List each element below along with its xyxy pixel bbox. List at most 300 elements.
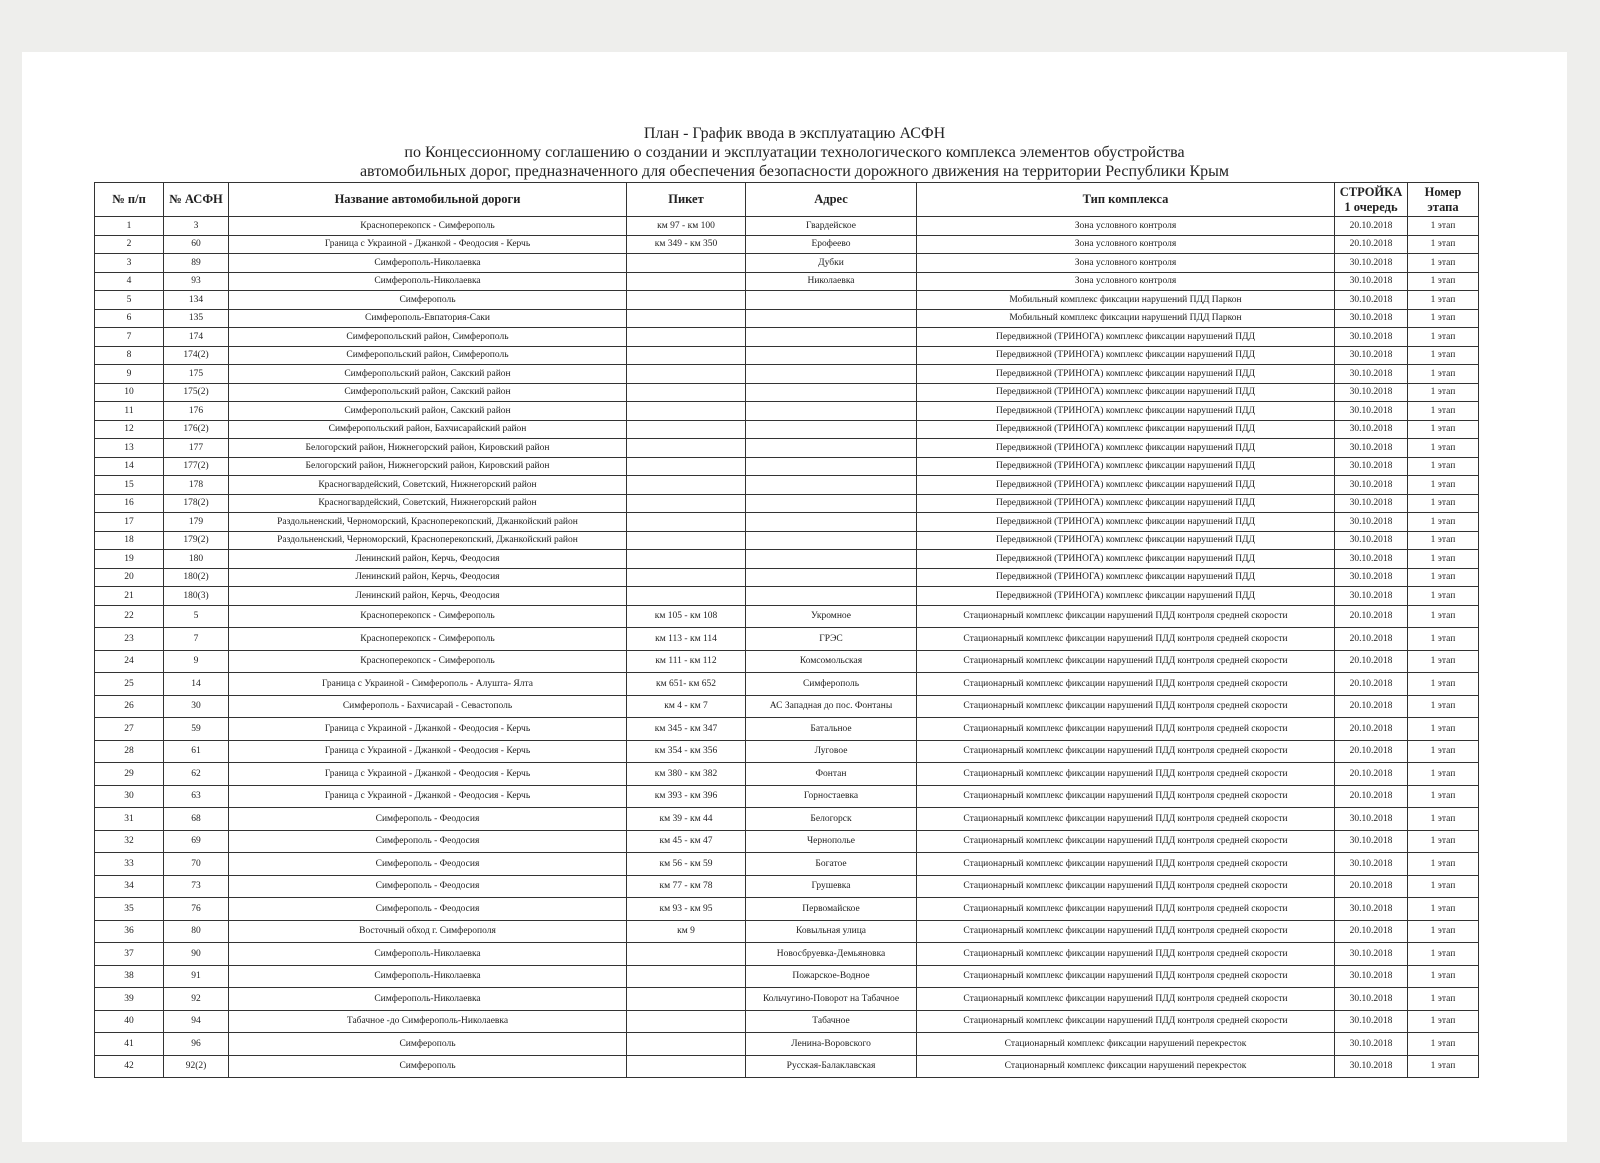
cell-picket	[627, 1033, 746, 1056]
cell-asfn: 7	[164, 628, 229, 651]
cell-address: Кольчугино-Поворот на Табачное	[746, 988, 917, 1011]
cell-road: Симферополь-Евпатория-Саки	[229, 309, 627, 328]
table-row	[95, 920, 1479, 943]
cell-date: 20.10.2018	[1335, 217, 1408, 236]
cell-asfn: 93	[164, 272, 229, 291]
cell-num: 24	[95, 650, 164, 673]
cell-date: 30.10.2018	[1335, 853, 1408, 876]
cell-asfn: 175	[164, 365, 229, 384]
cell-road: Симферополь - Бахчисарай - Севастополь	[229, 695, 627, 718]
cell-picket	[627, 439, 746, 458]
cell-num: 32	[95, 830, 164, 853]
cell-stage: 1 этап	[1408, 420, 1479, 439]
cell-address	[746, 365, 917, 384]
cell-type: Передвижной (ТРИНОГА) комплекс фиксации нарушений ПДД	[917, 439, 1335, 458]
cell-address: Грушевка	[746, 875, 917, 898]
cell-address	[746, 513, 917, 532]
cell-picket: км 113 - км 114	[627, 628, 746, 651]
cell-road: Симферополь	[229, 291, 627, 310]
cell-date: 20.10.2018	[1335, 740, 1408, 763]
cell-address: Ковыльная улица	[746, 920, 917, 943]
cell-type: Передвижной (ТРИНОГА) комплекс фиксации нарушений ПДД	[917, 457, 1335, 476]
table-row	[95, 494, 1479, 513]
cell-num: 35	[95, 898, 164, 921]
table-row	[95, 628, 1479, 651]
cell-date: 20.10.2018	[1335, 763, 1408, 786]
cell-stage: 1 этап	[1408, 235, 1479, 254]
cell-road: Симферополь - Феодосия	[229, 830, 627, 853]
cell-address	[746, 402, 917, 421]
cell-asfn: 5	[164, 605, 229, 628]
title-line-3: автомобильных дорог, предназначенного для обеспечения безопасности дорожного движения на территории Республики Крым	[359, 163, 1230, 180]
cell-type: Мобильный комплекс фиксации нарушений ПДД Паркон	[917, 291, 1335, 310]
cell-asfn: 30	[164, 695, 229, 718]
cell-asfn: 14	[164, 673, 229, 696]
cell-type: Мобильный комплекс фиксации нарушений ПДД Паркон	[917, 309, 1335, 328]
table-row	[95, 673, 1479, 696]
cell-address: Русская-Балаклавская	[746, 1055, 917, 1078]
table-header-row	[95, 183, 1479, 217]
cell-num: 29	[95, 763, 164, 786]
cell-picket: км 345 - км 347	[627, 718, 746, 741]
cell-picket: км 39 - км 44	[627, 808, 746, 831]
cell-stage: 1 этап	[1408, 1010, 1479, 1033]
cell-num: 28	[95, 740, 164, 763]
table-row	[95, 695, 1479, 718]
table-row	[95, 550, 1479, 569]
cell-asfn: 180(2)	[164, 568, 229, 587]
cell-num: 8	[95, 346, 164, 365]
cell-road: Симферополь-Николаевка	[229, 254, 627, 273]
cell-picket: км 354 - км 356	[627, 740, 746, 763]
table-row	[95, 476, 1479, 495]
cell-stage: 1 этап	[1408, 718, 1479, 741]
cell-date: 30.10.2018	[1335, 1055, 1408, 1078]
cell-asfn: 76	[164, 898, 229, 921]
cell-type: Стационарный комплекс фиксации нарушений ПДД контроля средней скорости	[917, 695, 1335, 718]
cell-type: Передвижной (ТРИНОГА) комплекс фиксации нарушений ПДД	[917, 420, 1335, 439]
cell-date: 30.10.2018	[1335, 309, 1408, 328]
cell-type: Стационарный комплекс фиксации нарушений ПДД контроля средней скорости	[917, 988, 1335, 1011]
table-row	[95, 272, 1479, 291]
cell-type: Зона условного контроля	[917, 235, 1335, 254]
table-row	[95, 513, 1479, 532]
cell-type: Стационарный комплекс фиксации нарушений перекресток	[917, 1055, 1335, 1078]
cell-picket: км 56 - км 59	[627, 853, 746, 876]
cell-type: Передвижной (ТРИНОГА) комплекс фиксации нарушений ПДД	[917, 402, 1335, 421]
table-row	[95, 457, 1479, 476]
cell-address	[746, 291, 917, 310]
cell-picket: км 93 - км 95	[627, 898, 746, 921]
header-stroika-line-2: 1 очередь	[1344, 199, 1398, 214]
cell-picket: км 77 - км 78	[627, 875, 746, 898]
cell-road: Ленинский район, Керчь, Феодосия	[229, 587, 627, 606]
cell-asfn: 61	[164, 740, 229, 763]
cell-stage: 1 этап	[1408, 217, 1479, 236]
cell-stage: 1 этап	[1408, 476, 1479, 495]
cell-date: 30.10.2018	[1335, 808, 1408, 831]
cell-address: Табачное	[746, 1010, 917, 1033]
cell-type: Стационарный комплекс фиксации нарушений ПДД контроля средней скорости	[917, 853, 1335, 876]
cell-stage: 1 этап	[1408, 650, 1479, 673]
cell-type: Стационарный комплекс фиксации нарушений ПДД контроля средней скорости	[917, 830, 1335, 853]
cell-picket	[627, 420, 746, 439]
cell-picket	[627, 943, 746, 966]
cell-address: Симферополь	[746, 673, 917, 696]
cell-road: Раздольненский, Черноморский, Красноперекопский, Джанкойский район	[229, 531, 627, 550]
cell-stage: 1 этап	[1408, 513, 1479, 532]
table-row	[95, 605, 1479, 628]
header-type: Тип комплекса	[917, 183, 1335, 217]
cell-date: 30.10.2018	[1335, 988, 1408, 1011]
cell-stage: 1 этап	[1408, 898, 1479, 921]
cell-type: Стационарный комплекс фиксации нарушений ПДД контроля средней скорости	[917, 673, 1335, 696]
cell-num: 11	[95, 402, 164, 421]
cell-num: 12	[95, 420, 164, 439]
cell-address	[746, 383, 917, 402]
table-row	[95, 1033, 1479, 1056]
cell-asfn: 69	[164, 830, 229, 853]
cell-date: 30.10.2018	[1335, 365, 1408, 384]
cell-road: Симферопольский район, Сакский район	[229, 365, 627, 384]
cell-stage: 1 этап	[1408, 808, 1479, 831]
cell-date: 30.10.2018	[1335, 457, 1408, 476]
cell-road: Граница с Украиной - Джанкой - Феодосия - Керчь	[229, 235, 627, 254]
cell-asfn: 134	[164, 291, 229, 310]
cell-type: Стационарный комплекс фиксации нарушений ПДД контроля средней скорости	[917, 965, 1335, 988]
cell-stage: 1 этап	[1408, 740, 1479, 763]
cell-type: Стационарный комплекс фиксации нарушений ПДД контроля средней скорости	[917, 1010, 1335, 1033]
cell-asfn: 177	[164, 439, 229, 458]
cell-date: 30.10.2018	[1335, 402, 1408, 421]
cell-road: Ленинский район, Керчь, Феодосия	[229, 550, 627, 569]
cell-road: Белогорский район, Нижнегорский район, Кировский район	[229, 439, 627, 458]
cell-date: 20.10.2018	[1335, 673, 1408, 696]
cell-stage: 1 этап	[1408, 695, 1479, 718]
cell-address: Первомайское	[746, 898, 917, 921]
cell-address: Гвардейское	[746, 217, 917, 236]
cell-date: 20.10.2018	[1335, 875, 1408, 898]
cell-asfn: 176(2)	[164, 420, 229, 439]
cell-road: Симферопольский район, Сакский район	[229, 402, 627, 421]
cell-asfn: 179	[164, 513, 229, 532]
cell-num: 31	[95, 808, 164, 831]
cell-picket	[627, 550, 746, 569]
cell-asfn: 180(3)	[164, 587, 229, 606]
cell-road: Симферополь	[229, 1033, 627, 1056]
cell-num: 9	[95, 365, 164, 384]
cell-num: 27	[95, 718, 164, 741]
cell-asfn: 62	[164, 763, 229, 786]
cell-num: 3	[95, 254, 164, 273]
table-row	[95, 763, 1479, 786]
header-num: № п/п	[95, 183, 164, 217]
cell-date: 30.10.2018	[1335, 830, 1408, 853]
cell-picket	[627, 568, 746, 587]
cell-stage: 1 этап	[1408, 763, 1479, 786]
cell-date: 30.10.2018	[1335, 383, 1408, 402]
cell-type: Зона условного контроля	[917, 272, 1335, 291]
cell-address: Укромное	[746, 605, 917, 628]
cell-stage: 1 этап	[1408, 875, 1479, 898]
cell-road: Симферополь-Николаевка	[229, 988, 627, 1011]
cell-road: Симферопольский район, Сакский район	[229, 383, 627, 402]
cell-picket	[627, 272, 746, 291]
cell-picket: км 97 - км 100	[627, 217, 746, 236]
table-row	[95, 1010, 1479, 1033]
cell-address: Дубки	[746, 254, 917, 273]
cell-road: Красноперекопск - Симферополь	[229, 217, 627, 236]
cell-picket	[627, 365, 746, 384]
cell-asfn: 92	[164, 988, 229, 1011]
cell-picket: км 380 - км 382	[627, 763, 746, 786]
cell-picket: км 105 - км 108	[627, 605, 746, 628]
schedule-table	[94, 182, 1479, 1078]
cell-num: 36	[95, 920, 164, 943]
table-row	[95, 254, 1479, 273]
cell-address	[746, 587, 917, 606]
cell-date: 30.10.2018	[1335, 531, 1408, 550]
cell-num: 7	[95, 328, 164, 347]
cell-date: 30.10.2018	[1335, 898, 1408, 921]
table-row	[95, 568, 1479, 587]
cell-address	[746, 494, 917, 513]
cell-num: 41	[95, 1033, 164, 1056]
cell-num: 23	[95, 628, 164, 651]
cell-type: Передвижной (ТРИНОГА) комплекс фиксации нарушений ПДД	[917, 513, 1335, 532]
cell-num: 13	[95, 439, 164, 458]
cell-address: АС Западная до пос. Фонтаны	[746, 695, 917, 718]
cell-asfn: 91	[164, 965, 229, 988]
cell-num: 21	[95, 587, 164, 606]
cell-type: Стационарный комплекс фиксации нарушений ПДД контроля средней скорости	[917, 718, 1335, 741]
cell-road: Граница с Украиной - Джанкой - Феодосия - Керчь	[229, 718, 627, 741]
cell-num: 5	[95, 291, 164, 310]
cell-road: Симферополь	[229, 1055, 627, 1078]
table-row	[95, 309, 1479, 328]
cell-stage: 1 этап	[1408, 272, 1479, 291]
table-row	[95, 383, 1479, 402]
cell-address: Батальное	[746, 718, 917, 741]
cell-type: Зона условного контроля	[917, 254, 1335, 273]
cell-num: 30	[95, 785, 164, 808]
cell-num: 18	[95, 531, 164, 550]
cell-num: 16	[95, 494, 164, 513]
cell-road: Граница с Украиной - Джанкой - Феодосия - Керчь	[229, 785, 627, 808]
header-picket: Пикет	[627, 183, 746, 217]
cell-num: 38	[95, 965, 164, 988]
cell-date: 30.10.2018	[1335, 1010, 1408, 1033]
cell-date: 20.10.2018	[1335, 235, 1408, 254]
cell-type: Стационарный комплекс фиксации нарушений ПДД контроля средней скорости	[917, 808, 1335, 831]
cell-address: Горностаевка	[746, 785, 917, 808]
table-row	[95, 328, 1479, 347]
cell-road: Красноперекопск - Симферополь	[229, 650, 627, 673]
cell-address	[746, 550, 917, 569]
cell-type: Передвижной (ТРИНОГА) комплекс фиксации нарушений ПДД	[917, 346, 1335, 365]
table-row	[95, 235, 1479, 254]
table-row	[95, 587, 1479, 606]
table-row	[95, 988, 1479, 1011]
cell-stage: 1 этап	[1408, 254, 1479, 273]
cell-type: Стационарный комплекс фиксации нарушений ПДД контроля средней скорости	[917, 875, 1335, 898]
cell-asfn: 179(2)	[164, 531, 229, 550]
cell-date: 30.10.2018	[1335, 328, 1408, 347]
cell-num: 2	[95, 235, 164, 254]
cell-num: 39	[95, 988, 164, 1011]
table-row	[95, 531, 1479, 550]
cell-stage: 1 этап	[1408, 439, 1479, 458]
cell-date: 30.10.2018	[1335, 943, 1408, 966]
cell-type: Стационарный комплекс фиксации нарушений ПДД контроля средней скорости	[917, 785, 1335, 808]
table-body	[95, 217, 1479, 1078]
cell-stage: 1 этап	[1408, 328, 1479, 347]
cell-type: Передвижной (ТРИНОГА) комплекс фиксации нарушений ПДД	[917, 568, 1335, 587]
cell-picket: км 393 - км 396	[627, 785, 746, 808]
cell-type: Стационарный комплекс фиксации нарушений ПДД контроля средней скорости	[917, 628, 1335, 651]
table-row	[95, 808, 1479, 831]
header-road: Название автомобильной дороги	[229, 183, 627, 217]
cell-road: Белогорский район, Нижнегорский район, Кировский район	[229, 457, 627, 476]
cell-address: Новосбруевка-Демьяновка	[746, 943, 917, 966]
cell-num: 15	[95, 476, 164, 495]
cell-picket	[627, 494, 746, 513]
cell-asfn: 96	[164, 1033, 229, 1056]
table-row	[95, 943, 1479, 966]
cell-stage: 1 этап	[1408, 988, 1479, 1011]
cell-stage: 1 этап	[1408, 965, 1479, 988]
title-line-2: по Концессионному соглашению о создании и эксплуатации технологического комплекса элементов обустройства	[404, 144, 1185, 161]
cell-asfn: 9	[164, 650, 229, 673]
cell-asfn: 73	[164, 875, 229, 898]
cell-picket	[627, 291, 746, 310]
cell-road: Симферопольский район, Симферополь	[229, 346, 627, 365]
cell-address	[746, 457, 917, 476]
cell-type: Стационарный комплекс фиксации нарушений ПДД контроля средней скорости	[917, 763, 1335, 786]
cell-road: Красногвардейский, Советский, Нижнегорский район	[229, 494, 627, 513]
cell-asfn: 176	[164, 402, 229, 421]
table-row	[95, 402, 1479, 421]
cell-road: Симферополь - Феодосия	[229, 875, 627, 898]
cell-type: Передвижной (ТРИНОГА) комплекс фиксации нарушений ПДД	[917, 365, 1335, 384]
cell-type: Стационарный комплекс фиксации нарушений ПДД контроля средней скорости	[917, 605, 1335, 628]
cell-type: Передвижной (ТРИНОГА) комплекс фиксации нарушений ПДД	[917, 383, 1335, 402]
cell-stage: 1 этап	[1408, 494, 1479, 513]
cell-asfn: 3	[164, 217, 229, 236]
cell-date: 20.10.2018	[1335, 650, 1408, 673]
header-stage-line-1: Номер	[1424, 184, 1462, 199]
header-stage	[1408, 183, 1479, 217]
cell-road: Граница с Украиной - Джанкой - Феодосия - Керчь	[229, 740, 627, 763]
cell-asfn: 68	[164, 808, 229, 831]
cell-address: Луговое	[746, 740, 917, 763]
cell-date: 30.10.2018	[1335, 550, 1408, 569]
cell-type: Стационарный комплекс фиксации нарушений ПДД контроля средней скорости	[917, 920, 1335, 943]
cell-date: 20.10.2018	[1335, 718, 1408, 741]
cell-num: 4	[95, 272, 164, 291]
table-row	[95, 439, 1479, 458]
cell-stage: 1 этап	[1408, 457, 1479, 476]
cell-stage: 1 этап	[1408, 628, 1479, 651]
cell-stage: 1 этап	[1408, 785, 1479, 808]
cell-num: 14	[95, 457, 164, 476]
header-address: Адрес	[746, 183, 917, 217]
cell-picket: км 9	[627, 920, 746, 943]
table-row	[95, 875, 1479, 898]
cell-asfn: 70	[164, 853, 229, 876]
cell-road: Симферополь - Феодосия	[229, 853, 627, 876]
cell-address: Богатое	[746, 853, 917, 876]
cell-road: Симферопольский район, Симферополь	[229, 328, 627, 347]
cell-date: 30.10.2018	[1335, 291, 1408, 310]
cell-asfn: 180	[164, 550, 229, 569]
cell-address: Фонтан	[746, 763, 917, 786]
title-line-1: План - График ввода в эксплуатацию АСФН	[643, 125, 946, 142]
header-asfn: № АСФН	[164, 183, 229, 217]
table-row	[95, 650, 1479, 673]
cell-road: Граница с Украиной - Джанкой - Феодосия - Керчь	[229, 763, 627, 786]
cell-num: 22	[95, 605, 164, 628]
cell-picket	[627, 476, 746, 495]
cell-type: Передвижной (ТРИНОГА) комплекс фиксации нарушений ПДД	[917, 494, 1335, 513]
cell-asfn: 94	[164, 1010, 229, 1033]
cell-asfn: 178(2)	[164, 494, 229, 513]
table-row	[95, 420, 1479, 439]
cell-road: Граница с Украиной - Симферополь - Алушта- Ялта	[229, 673, 627, 696]
cell-date: 20.10.2018	[1335, 605, 1408, 628]
cell-date: 30.10.2018	[1335, 346, 1408, 365]
cell-address: Чернополье	[746, 830, 917, 853]
table-row	[95, 1055, 1479, 1078]
table-row	[95, 898, 1479, 921]
cell-picket	[627, 457, 746, 476]
cell-asfn: 92(2)	[164, 1055, 229, 1078]
cell-stage: 1 этап	[1408, 920, 1479, 943]
cell-type: Передвижной (ТРИНОГА) комплекс фиксации нарушений ПДД	[917, 328, 1335, 347]
cell-address	[746, 439, 917, 458]
cell-asfn: 178	[164, 476, 229, 495]
cell-picket	[627, 309, 746, 328]
table-row	[95, 346, 1479, 365]
table-row	[95, 853, 1479, 876]
cell-date: 30.10.2018	[1335, 568, 1408, 587]
table-row	[95, 718, 1479, 741]
cell-picket	[627, 254, 746, 273]
cell-road: Симферопольский район, Бахчисарайский район	[229, 420, 627, 439]
cell-road: Ленинский район, Керчь, Феодосия	[229, 568, 627, 587]
cell-date: 20.10.2018	[1335, 785, 1408, 808]
cell-asfn: 60	[164, 235, 229, 254]
cell-stage: 1 этап	[1408, 309, 1479, 328]
cell-road: Красноперекопск - Симферополь	[229, 605, 627, 628]
cell-road: Симферополь-Николаевка	[229, 965, 627, 988]
cell-date: 30.10.2018	[1335, 254, 1408, 273]
cell-num: 6	[95, 309, 164, 328]
cell-num: 34	[95, 875, 164, 898]
cell-picket	[627, 383, 746, 402]
cell-date: 30.10.2018	[1335, 494, 1408, 513]
cell-stage: 1 этап	[1408, 402, 1479, 421]
cell-address	[746, 309, 917, 328]
cell-asfn: 135	[164, 309, 229, 328]
cell-type: Передвижной (ТРИНОГА) комплекс фиксации нарушений ПДД	[917, 531, 1335, 550]
cell-num: 20	[95, 568, 164, 587]
cell-address: Ленина-Воровского	[746, 1033, 917, 1056]
cell-type: Зона условного контроля	[917, 217, 1335, 236]
cell-type: Стационарный комплекс фиксации нарушений ПДД контроля средней скорости	[917, 943, 1335, 966]
cell-asfn: 174(2)	[164, 346, 229, 365]
cell-picket	[627, 513, 746, 532]
